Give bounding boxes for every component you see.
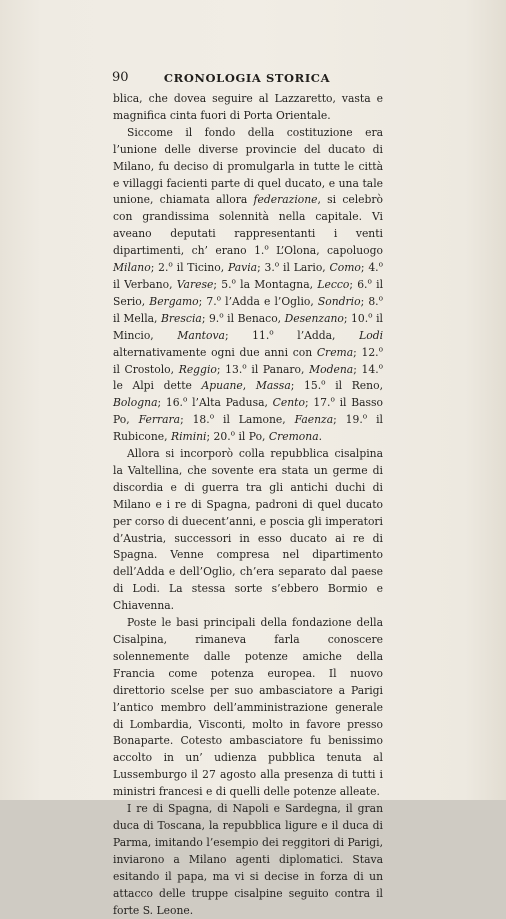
department-item: 1.$^o$ L’Olona, capoluogo Milano;: [113, 242, 383, 275]
department-capital: Bologna: [113, 396, 158, 410]
department-item: 9.$^o$ il Benaco, Desenzano;: [208, 310, 352, 325]
department-name: il Rubicone,: [113, 413, 383, 444]
department-item: 19.$^o$ il Rubicone, Rimini;: [113, 411, 383, 444]
department-name: il Mella,: [113, 311, 158, 325]
department-item: 18.$^o$ il Lamone, Faenza;: [192, 411, 346, 427]
department-capital: Faenza: [294, 413, 334, 427]
department-capital: Modena: [309, 362, 354, 376]
running-title: CRONOLOGIA STORICA: [163, 71, 331, 85]
department-number: 14.: [361, 362, 379, 376]
department-name: le Alpi dette: [113, 379, 192, 393]
department-number: 15.: [304, 379, 322, 393]
department-number: 9.: [208, 311, 220, 325]
department-number: 11.: [252, 328, 270, 342]
department-capital: Bergamo: [149, 294, 199, 308]
department-capital: Cremona: [268, 430, 319, 444]
department-number: 8.: [368, 294, 379, 308]
paragraph-4: Poste le basi principali della fondazione della Cisalpina, rimaneva farla conoscere solennemente dalle potenze amiche della Francia come potenza europea. Il nuovo direttorio scelse per suo ambasciatore a Parigi l’antico membro dell’amministrazione generale di Lombardia, Visconti, molto in favore presso Bonaparte. Cotesto ambasciatore fu benissimo accolto in un’ udienza pubblica tenuta al Lussemburgo il 27 agosto alla presenza di tutti i ministri francesi e di quelli delle potenze alleate.: [113, 616, 383, 799]
department-capital: Rimini: [170, 430, 207, 444]
department-number: 13.: [225, 362, 243, 376]
department-capital: Lecco: [317, 277, 350, 291]
department-capital-alt: Crema: [316, 345, 354, 359]
department-name: il Crostolo,: [113, 362, 175, 376]
department-item: 13.$^o$ il Panaro, Modena;: [225, 360, 362, 376]
department-capital: Sondrio: [317, 294, 361, 308]
ordinal-marker: o: [378, 259, 384, 269]
department-name: il Serio,: [113, 277, 384, 308]
department-capital: Cento: [272, 396, 305, 410]
paragraph-2-lead: Siccome il fondo della costituzione era l’unione delle diverse provincie del ducato di Milano, fu deciso di promulgarla in tutte le città e villaggi facienti parte di quel ducato, e una tale unione, chiamata allora: [113, 125, 383, 207]
department-name: il Basso Po,: [113, 396, 384, 427]
ordinal-marker: o: [362, 411, 368, 421]
department-number: 17.: [313, 396, 331, 410]
department-name: il Panaro,: [251, 362, 305, 376]
ordinal-marker: o: [330, 394, 335, 404]
department-name: il Verbano,: [113, 277, 173, 291]
paragraph-2: [113, 125, 383, 446]
page-number: 90: [112, 70, 129, 85]
department-number: 16.: [165, 396, 183, 410]
ordinal-marker: o: [209, 411, 215, 421]
paragraph-1: blica, che dovea seguire al Lazzaretto, vasta e magnifica cinta fuori di Porta Orientale.: [113, 92, 383, 122]
ordinal-marker: o: [368, 310, 373, 320]
department-capital: Reggio: [178, 362, 217, 376]
department-note: ,: [242, 379, 256, 393]
department-item: 7.$^o$ l’Adda e l’Oglio, Sondrio;: [206, 293, 369, 308]
paragraph-2-middle: , si celebrò con grandissima solennità nella capitale. Vi aveano deputati rappresentanti i venti dipartimenti, ch’ erano: [113, 193, 383, 258]
department-name: il Reno,: [335, 379, 383, 393]
ordinal-marker: o: [168, 259, 173, 269]
ordinal-marker: o: [269, 327, 274, 337]
department-capital: Apuane: [201, 379, 243, 393]
department-name: il Po,: [238, 430, 266, 444]
department-number: 2.: [158, 261, 169, 275]
department-number: 10.: [351, 311, 369, 325]
department-capital: Brescia: [161, 311, 202, 325]
department-name: il Lario,: [283, 261, 326, 275]
department-item: 5.$^o$ la Montagna, Lecco;: [221, 276, 358, 291]
ordinal-marker: o: [274, 259, 280, 269]
department-number: 1.: [254, 244, 265, 258]
ordinal-marker: o: [378, 360, 384, 370]
department-item: 17.$^o$ il Basso Po, Ferrara;: [113, 394, 384, 427]
department-capital: Ferrara: [138, 413, 181, 427]
department-capital: Milano: [113, 261, 151, 275]
department-item: 20.$^o$ il Po, Cremona.: [213, 428, 323, 444]
department-item: 11.$^o$ l’Adda, Lodi alternativamente ogni due anni con Crema;: [113, 327, 384, 359]
department-number: 18.: [192, 413, 210, 427]
department-item: 2.$^o$ il Ticino, Pavia;: [158, 259, 265, 275]
department-number: 19.: [345, 413, 363, 427]
department-name: l’Adda e l’Oglio,: [225, 294, 314, 308]
department-list: [113, 244, 383, 443]
department-number: 3.: [264, 261, 275, 275]
department-capital: Pavia: [228, 261, 258, 275]
department-number: 5.: [221, 277, 232, 291]
department-item: 3.$^o$ il Lario, Como;: [264, 259, 369, 275]
department-capital: Desenzano: [284, 311, 344, 325]
department-capital: Como: [329, 261, 361, 275]
department-item: 4.$^o$ il Verbano, Varese;: [113, 259, 384, 291]
department-number: 20.: [213, 430, 231, 444]
department-number: 4.: [368, 261, 379, 275]
department-name: l’Adda,: [297, 328, 336, 342]
federazione-term: federazione: [253, 193, 318, 207]
ordinal-marker: o: [367, 276, 372, 286]
department-number: 12.: [361, 345, 379, 359]
department-capital: Varese: [176, 277, 214, 291]
department-item: 16.$^o$ l’Alta Padusa, Cento;: [165, 394, 314, 410]
department-number: 6.: [357, 277, 368, 291]
department-item: 10.$^o$ il Mincio, Mantova;: [113, 310, 383, 342]
department-number: 7.: [206, 294, 217, 308]
ordinal-marker: o: [182, 394, 188, 404]
department-name: l’Alta Padusa,: [192, 396, 268, 410]
department-item: 6.$^o$ il Serio, Bergamo;: [113, 276, 384, 308]
paragraph-5: I re di Spagna, di Napoli e Sardegna, il gran duca di Toscana, la repubblica ligure e il duca di Parma, imitando l’esempio dei reggitori di Parigi, inviarono a Milano agenti diplomatici. Stava esitando il papa, ma vi si decise in forza di un attacco delle truppe cisalpine seguito contra il forte S. Leone.: [113, 802, 383, 917]
ordinal-marker: o: [230, 428, 236, 438]
ordinal-marker: o: [378, 293, 383, 303]
department-item: 12.$^o$ il Crostolo, Reggio;: [113, 344, 383, 376]
department-note: alternativamente ogni due anni con: [113, 345, 317, 359]
department-name: il Lamone,: [223, 413, 286, 427]
department-name: la Montagna,: [240, 277, 314, 291]
ordinal-marker: o: [231, 276, 236, 286]
ordinal-marker: o: [264, 242, 269, 252]
department-item: 8.$^o$ il Mella, Brescia;: [113, 293, 383, 325]
body-text: [113, 91, 383, 919]
department-item: 14.$^o$ le Alpi dette Apuane, Massa;: [113, 360, 384, 393]
ordinal-marker: o: [378, 344, 383, 354]
department-name: il Benaco,: [227, 311, 282, 325]
page-header: [112, 70, 382, 88]
department-capital: Mantova: [177, 328, 225, 342]
ordinal-marker: o: [219, 310, 224, 320]
paragraph-3: Allora si incorporò colla repubblica cisalpina la Valtellina, che sovente era stata un germe di discordia e di guerra tra gli antichi duchi di Milano e i re di Spagna, padroni di quel ducato per corso di duecent’anni, e poscia gli imperatori d’Austria, successori in esso ducato ai re di Spagna. Venne compresa nel dipartimento dell’Adda e dell’Oglio, ch’era separato dal paese di Lodi. La stessa sorte s’ebbero Bormio e Chiavenna.: [113, 447, 383, 613]
department-name: il Mincio,: [113, 311, 383, 342]
ordinal-marker: o: [216, 293, 222, 303]
department-capital: Lodi: [359, 328, 384, 342]
department-name: il Ticino,: [176, 261, 225, 275]
department-item: 15.$^o$ il Reno, Bologna;: [113, 377, 383, 410]
department-capital-alt: Massa: [255, 379, 291, 393]
ordinal-marker: o: [321, 377, 326, 387]
ordinal-marker: o: [242, 360, 247, 370]
department-name: L’Olona, capoluogo: [276, 244, 383, 258]
